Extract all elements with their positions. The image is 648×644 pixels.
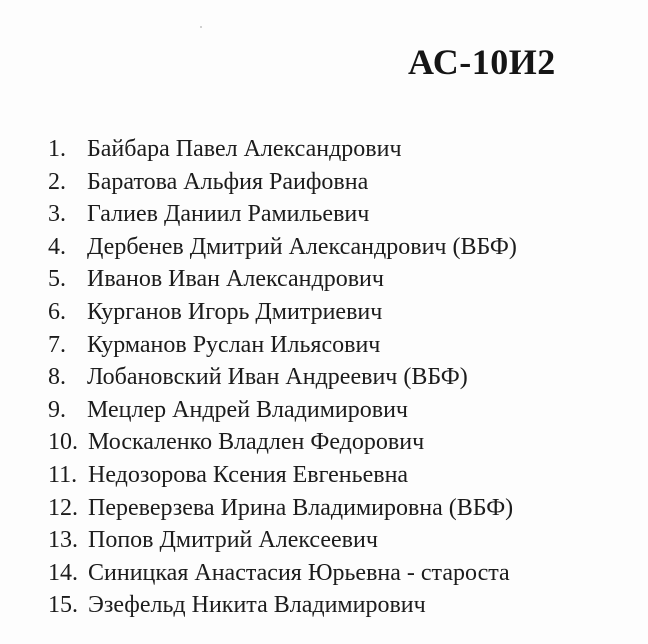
student-list: [48, 133, 517, 622]
list-item: [48, 166, 517, 199]
list-item: [48, 394, 517, 427]
student-name: Баратова Альфия Раифовна: [87, 168, 369, 195]
student-name: Лобановский Иван Андреевич (ВБФ): [87, 364, 468, 391]
list-item: [48, 133, 517, 166]
item-number: 9.: [48, 396, 66, 423]
student-name: Синицкая Анастасия Юрьевна - староста: [88, 559, 510, 586]
list-item: [48, 459, 517, 492]
student-name: Курганов Игорь Дмитриевич: [87, 298, 383, 325]
student-name: Дербенев Дмитрий Александрович (ВБФ): [87, 233, 517, 260]
item-number: 15.: [48, 592, 78, 619]
list-item: [48, 524, 517, 557]
item-number: 11.: [48, 461, 78, 488]
item-number: 13.: [48, 527, 78, 554]
scan-speck: [200, 26, 202, 28]
item-number: 8.: [48, 364, 66, 391]
list-item: [48, 589, 517, 622]
item-number: 3.: [48, 201, 66, 228]
item-number: 6.: [48, 298, 66, 325]
student-name: Эзефельд Никита Владимирович: [88, 592, 426, 619]
student-name: Попов Дмитрий Алексеевич: [88, 527, 378, 554]
item-number: 1.: [48, 136, 66, 162]
student-name: Мецлер Андрей Владимирович: [87, 396, 408, 423]
item-number: 12.: [48, 494, 78, 521]
list-item: [48, 329, 517, 362]
student-name: Галиев Даниил Рамильевич: [87, 201, 370, 228]
list-item: [48, 198, 517, 231]
list-item: [48, 557, 517, 590]
list-item: [48, 263, 517, 296]
list-item: [48, 361, 517, 394]
student-name: Недозорова Ксения Евгеньевна: [88, 461, 409, 488]
item-number: 4.: [48, 233, 66, 260]
item-number: 7.: [48, 331, 66, 358]
student-name: Курманов Руслан Ильясович: [87, 331, 381, 358]
list-item: [48, 492, 517, 525]
item-number: 5.: [48, 266, 66, 293]
item-number: 2.: [48, 168, 66, 195]
group-title: АС-10И2: [408, 42, 556, 82]
student-name: Иванов Иван Александрович: [87, 266, 384, 293]
item-number: 10.: [48, 429, 78, 456]
item-number: 14.: [48, 559, 78, 586]
student-name: Переверзева Ирина Владимировна (ВБФ): [88, 494, 514, 521]
list-item: [48, 231, 517, 264]
student-name: Москаленко Владлен Федорович: [88, 429, 425, 456]
student-name: Байбара Павел Александрович: [87, 136, 402, 162]
list-item: [48, 426, 517, 459]
list-item: [48, 296, 517, 329]
